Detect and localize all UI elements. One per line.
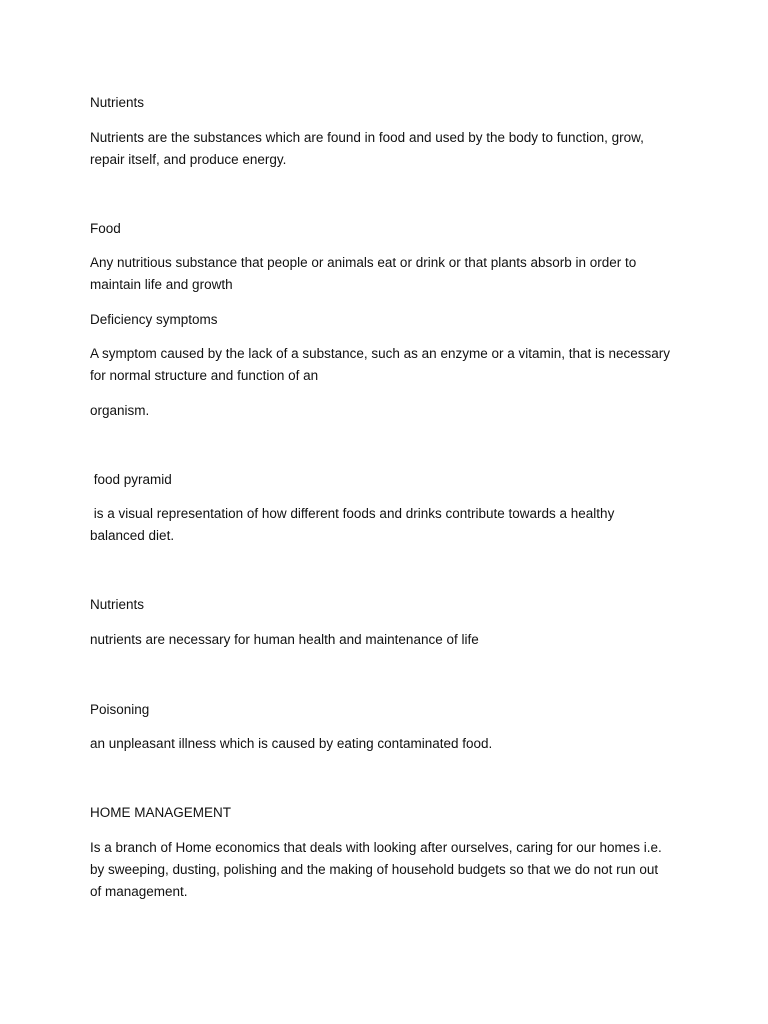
definition-food-line2: maintain life and growth [90,277,233,292]
definition-pyramid-line2: balanced diet. [90,528,175,543]
heading-deficiency-symptoms: Deficiency symptoms [90,312,218,327]
heading-food-pyramid: food pyramid [90,472,172,487]
definition-home-line3: of management. [90,884,188,899]
definition-food-line1: Any nutritious substance that people or animals eat or drink or that plants absorb in order to [90,255,637,270]
definition-deficiency-line2: for normal structure and function of an [90,368,319,383]
definition-deficiency-line1: A symptom caused by the lack of a substance, such as an enzyme or a vitamin, that is necessary [90,346,671,361]
heading-home-management: HOME MANAGEMENT [90,805,232,820]
definition-poisoning-line1: an unpleasant illness which is caused by eating contaminated food. [90,736,493,751]
definition-nutrients-2-line1: nutrients are necessary for human health and maintenance of life [90,632,479,647]
heading-nutrients: Nutrients [90,95,145,110]
definition-deficiency-line3: organism. [90,403,150,418]
definition-nutrients-line2: repair itself, and produce energy. [90,152,287,167]
definition-home-line2: by sweeping, dusting, polishing and the making of household budgets so that we do not run out [90,862,659,877]
definition-nutrients-line1: Nutrients are the substances which are found in food and used by the body to function, grow, [90,130,644,145]
heading-poisoning: Poisoning [90,702,150,717]
heading-nutrients-2: Nutrients [90,597,145,612]
definition-pyramid-line1: is a visual representation of how different foods and drinks contribute towards a healthy [90,506,615,521]
definition-home-line1: Is a branch of Home economics that deals with looking after ourselves, caring for our homes i.e. [90,840,662,855]
heading-food: Food [90,221,121,236]
